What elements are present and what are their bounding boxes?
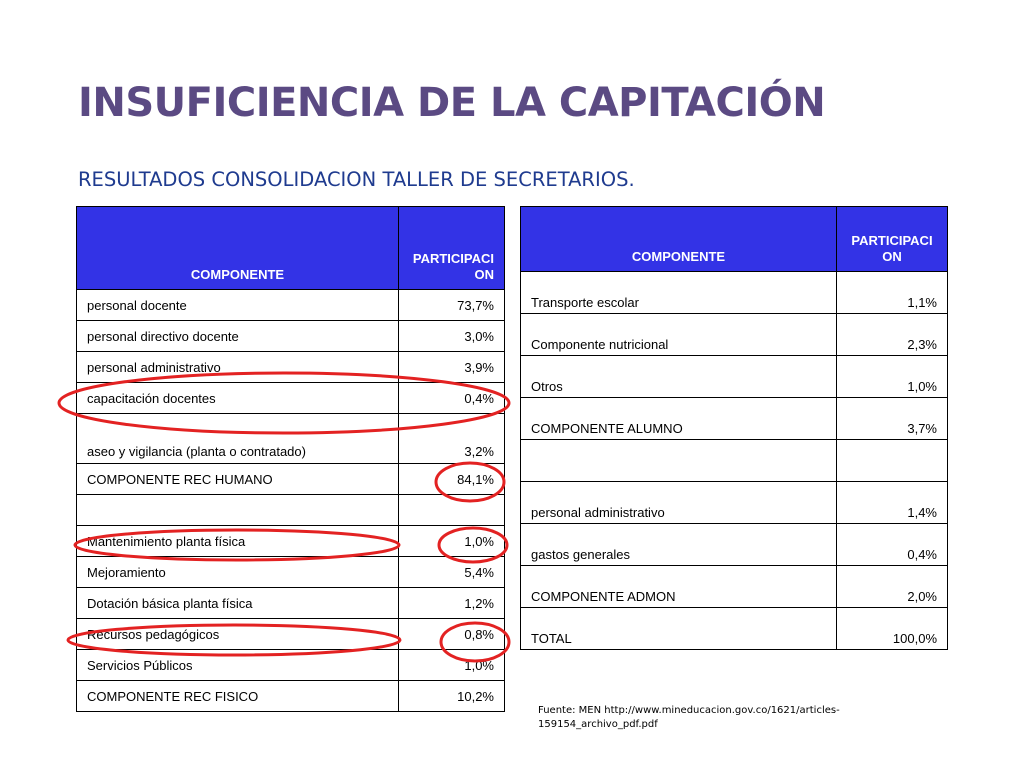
table-row	[77, 321, 505, 352]
row-component: TOTAL	[521, 608, 837, 650]
table-header-row	[521, 207, 948, 272]
row-component: Recursos pedagógicos	[77, 619, 399, 650]
row-component: personal administrativo	[521, 482, 837, 524]
row-value: 73,7%	[399, 290, 505, 321]
row-value: 0,8%	[399, 619, 505, 650]
table-row	[77, 352, 505, 383]
row-component: Transporte escolar	[521, 272, 837, 314]
row-value: 3,7%	[837, 398, 948, 440]
slide-subtitle: RESULTADOS CONSOLIDACION TALLER DE SECRETARIOS.	[78, 168, 635, 191]
row-value: 0,4%	[837, 524, 948, 566]
row-value: 1,2%	[399, 588, 505, 619]
table-row	[77, 650, 505, 681]
row-component: COMPONENTE ADMON	[521, 566, 837, 608]
source-note: Fuente: MEN http://www.mineducacion.gov.co/1621/articles-159154_archivo_pdf.pdf	[538, 705, 840, 730]
row-component: COMPONENTE ALUMNO	[521, 398, 837, 440]
row-component: Mantenimiento planta física	[77, 526, 399, 557]
table-row	[77, 557, 505, 588]
row-value: 1,0%	[399, 650, 505, 681]
row-component: capacitación docentes	[77, 383, 399, 414]
row-component	[521, 440, 837, 482]
table-row	[77, 681, 505, 712]
table-row	[77, 290, 505, 321]
row-value: 1,0%	[837, 356, 948, 398]
row-value: 0,4%	[399, 383, 505, 414]
row-component: Dotación básica planta física	[77, 588, 399, 619]
row-value: 100,0%	[837, 608, 948, 650]
table-row-empty	[521, 440, 948, 482]
row-component: Componente nutricional	[521, 314, 837, 356]
table-row	[521, 356, 948, 398]
row-component: Mejoramiento	[77, 557, 399, 588]
row-value: 1,4%	[837, 482, 948, 524]
table-header-row	[77, 207, 505, 290]
row-component: gastos generales	[521, 524, 837, 566]
table-row	[77, 383, 505, 414]
row-value: 3,2%	[399, 414, 505, 464]
row-value: 10,2%	[399, 681, 505, 712]
row-value: 3,9%	[399, 352, 505, 383]
row-value: 5,4%	[399, 557, 505, 588]
right-components-table	[520, 206, 948, 650]
row-component	[77, 495, 399, 526]
table-row	[77, 619, 505, 650]
table-row	[521, 398, 948, 440]
table-row	[521, 314, 948, 356]
table-row	[521, 524, 948, 566]
row-component: Servicios Públicos	[77, 650, 399, 681]
row-component: COMPONENTE REC FISICO	[77, 681, 399, 712]
row-component: personal administrativo	[77, 352, 399, 383]
table-row	[521, 482, 948, 524]
row-value: 1,1%	[837, 272, 948, 314]
row-value: 2,0%	[837, 566, 948, 608]
table-row	[77, 414, 505, 464]
row-value	[399, 495, 505, 526]
table-row	[521, 608, 948, 650]
table-row	[521, 272, 948, 314]
header-component: COMPONENTE	[521, 207, 837, 272]
slide-title: INSUFICIENCIA DE LA CAPITACIÓN	[78, 80, 826, 126]
row-component: aseo y vigilancia (planta o contratado)	[77, 414, 399, 464]
left-components-table	[76, 206, 505, 712]
row-component: personal directivo docente	[77, 321, 399, 352]
header-participation: PARTICIPACION	[399, 207, 505, 290]
header-participation: PARTICIPACION	[837, 207, 948, 272]
row-value: 84,1%	[399, 464, 505, 495]
header-component: COMPONENTE	[77, 207, 399, 290]
row-component: Otros	[521, 356, 837, 398]
row-value	[837, 440, 948, 482]
row-component: personal docente	[77, 290, 399, 321]
table-row-empty	[77, 495, 505, 526]
row-component: COMPONENTE REC HUMANO	[77, 464, 399, 495]
row-value: 3,0%	[399, 321, 505, 352]
table-row	[77, 526, 505, 557]
table-row	[521, 566, 948, 608]
table-row	[77, 588, 505, 619]
row-value: 1,0%	[399, 526, 505, 557]
row-value: 2,3%	[837, 314, 948, 356]
table-row	[77, 464, 505, 495]
